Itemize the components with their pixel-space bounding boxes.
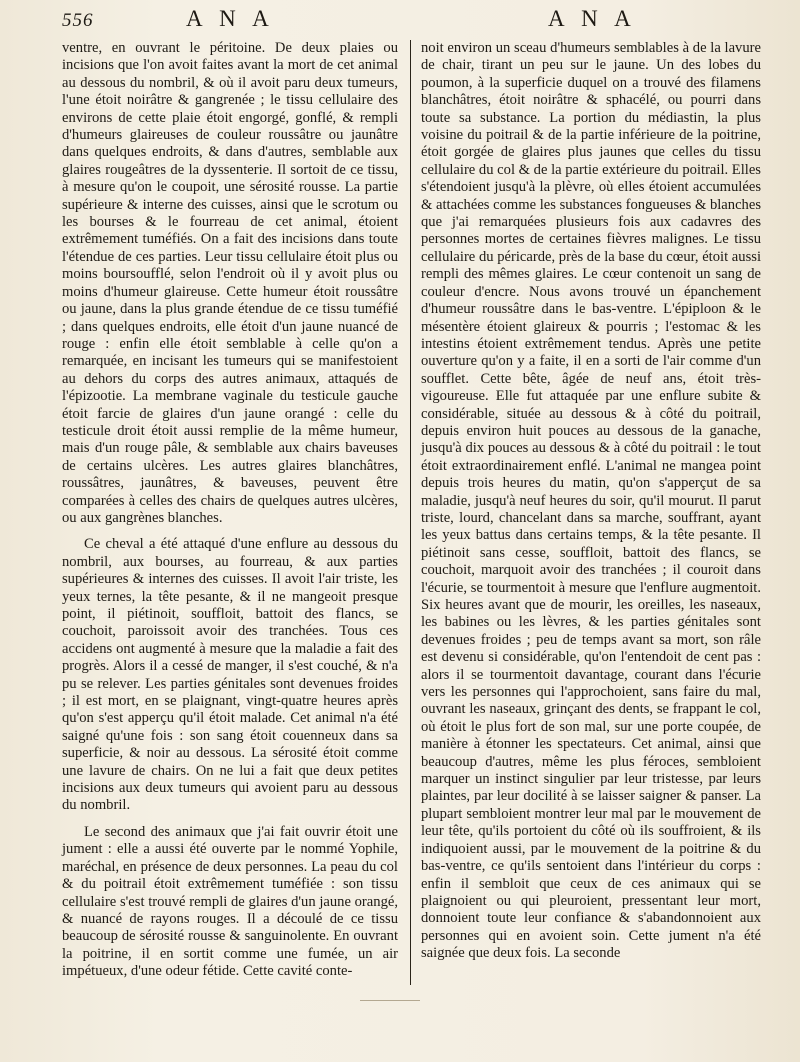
page-number: 556 [62,10,94,31]
running-head-left: A N A [186,6,275,31]
running-head-right: A N A [548,6,637,31]
left-column [62,40,398,981]
paragraph: Ce cheval a été attaqué d'une enflure au dessous du nombril, aux bourses, au fourreau, & aux parties supérieures & internes des cuisses. Il avoit l'air triste, les yeux ternes, la tête pesante, & il ne mangeoit presque point, il piétinoit, souffloit, battoit des flancs, se couchoit, paroissoit avoir des tranchées. Tous ces accidens ont augmenté à mesure que la maladie a fait des progrès. Alors il a cessé de manger, il s'est couché, & n'a pu se relever. Les parties génitales sont devenues froides ; il est mort, en se plaignant, vingt-quatre heures après qu'on s'est apperçu qu'il étoit malade. Cet animal n'a été saigné qu'une fois : son sang étoit couenneux dans sa superficie, & noir au dessous. La sérosité étoit comme une lavure de chairs. On ne lui a fait que deux petites incisions aux deux tumeurs qui avoient paru au dessous du nombril. [62,536,398,814]
right-column [421,40,761,963]
page-header [0,6,800,36]
paragraph: ventre, en ouvrant le péritoine. De deux plaies ou incisions que l'on avoit faites avant la mort de cet animal au dessous du nombril, & où il avoit paru deux tumeurs, l'une étoit noirâtre & gangrenée ; le tissu cellulaire des environs de cette plaie étoit engorgé, gonflé, & rempli d'humeurs glaireuses de couleur roussâtre ou jaunâtre dans quelques endroits, & dans d'autres, semblable aux glaires rougeâtres de la dyssenterie. Il sortoit de ce tissu, à mesure qu'on le coupoit, une sérosité rousse. La partie supérieure & interne des cuisses, ainsi que le scrotum ou les bourses & le fourreau de cet animal, étoient extrêmement tuméfiés. On a fait des incisions dans toute l'étendue de ces parties. Leur tissu cellulaire étoit plus ou moins boursoufflé, selon l'endroit où il y avoit plus ou moins d'humeur glaireuse. Cette humeur étoit roussâtre ou jaune, dans la plus grande étendue de ce tissu tuméfié ; dans quelques endroits, elle étoit d'un jaune nuancé de rouge : enfin elle étoit semblable à celle qu'on a remarquée, en incisant les tumeurs qui se manifestoient au dehors du corps des autres animaux, attaqués de l'épizootie. La membrane vaginale du testicule gauche étoit farcie de glaires d'un jaune orangé : celle du testicule droit étoit aussi remplie de la même humeur, mais d'un rouge pâle, & semblable aux chairs baveuses de certains ulcères. Les autres glaires blanchâtres, roussâtres, jaunâtres, & baveuses, peuvent être comparées à celles des chairs de quelques autres ulcères, ou aux gangrènes blanches. [62,40,398,526]
paragraph: Le second des animaux que j'ai fait ouvrir étoit une jument : elle a aussi été ouverte par le nommé Yophile, maréchal, en présence de deux personnes. La peau du col & du poitrail étoit extrêmement tuméfiée : son tissu cellulaire s'est trouvé rempli de glaires d'un jaune orangé, & nuancé de rayons rouges. Il a découlé de ce tissu beaucoup de sérosité rousse & sanguinolente. En ouvrant la poitrine, il en sortit comme une fumée, un air impétueux, d'une odeur fétide. Cette cavité conte- [62,823,398,980]
column-divider [410,40,411,985]
bottom-rule [360,1000,420,1001]
paragraph: noit environ un sceau d'humeurs semblables à de la lavure de chair, tirant un peu sur le jaune. Un des lobes du poumon, à la superficie duquel on a trouvé des filamens blanchâtres, étoit noirâtre & sphacélé, ou pourri dans toute sa substance. La portion du médiastin, la plus voisine du poitrail & de la partie inférieure de la poitrine, étoit gorgée de glaires plus jaunes que celles du tissu cellulaire du col & de la partie extérieure du poitrail. Elles s'étendoient jusqu'à la plèvre, où elles étoient accumulées & attachées comme les substances fongueuses & blanches que j'ai remarquées plusieurs fois aux cadavres des personnes mortes de certaines fièvres malignes. Le tissu cellulaire du péricarde, près de la base du cœur, étoit aussi rempli des mêmes glaires. Le cœur contenoit un sang de couleur d'encre. Nous avons trouvé un épanchement d'humeur roussâtre dans le bas-ventre. L'épiploon & le mésentère étoient glaireux & pourris ; l'estomac & les intestins étoient extrêmement tendus. Après une petite ouverture qu'on y a faite, il en a sorti de l'air comme d'un soufflet. Cette bête, âgée de neuf ans, étoit très-vigoureuse. Elle fut attaquée par une enflure subite & considérable, située au dessous & à côté du poitrail, depuis environ huit pouces au dessous de la ganache, jusqu'à dix pouces au dessous & à côté du poitrail : le tout étoit extraordinairement enflé. L'animal ne mangea point depuis trois heures du matin, qu'on s'apperçut de sa maladie, jusqu'à neuf heures du soir, qu'il mourut. Il parut triste, lourd, chancelant dans sa marche, souffrant, ayant les yeux battus dans certains temps, & la tête pesante. Il piétinoit sans cesse, souffloit, battoit des flancs, se couchoit, marquoit avoir des tranchées ; il couroit dans l'écurie, se tourmentoit à mesure que l'enflure augmentoit. Six heures avant que de mourir, les oreilles, les naseaux, les babines ou les lèvres, & les parties génitales sont devenues froides ; peu de temps avant sa mort, son râle est devenu si considérable, qu'on l'entendoit de cent pas : alors il se tourmentoit davantage, courant dans l'écurie vers les personnes qui l'approchoient, sans faire du mal, ouvrant les naseaux, grinçant des dents, se frappant le col, où étoit le plus fort de son mal, sur une porte coupée, de manière à étonner les spectateurs. Cet animal, ainsi que beaucoup d'autres, même les plus féroces, sembloient marquer un instinct singulier par leur tristesse, par leurs plaintes, par leur docilité à se laisser saigner & panser. La plupart sembloient montrer leur mal par le mouvement de leur tête, qu'ils portoient du côté où ils souffroient, & ils indiquoient aussi, par le mouvement de la poitrine & du bas-ventre, ce qu'ils sentoient dans l'intérieur du corps : enfin il sembloit que ceux de ces animaux qui se plaignoient ou qui pleuroient, pressentant leur mort, donnoient toute leur confiance & s'abandonnoient aux personnes qui en avoient soin. Cette jument n'a été saignée que deux fois. La seconde [421,40,762,962]
